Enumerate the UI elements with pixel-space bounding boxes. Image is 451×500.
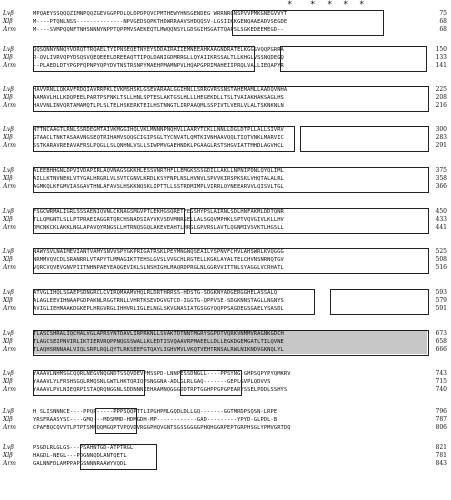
species-label: Arm bbox=[3, 183, 16, 190]
sequence-row bbox=[0, 134, 451, 142]
residue-position: 133 bbox=[435, 54, 447, 61]
residue-position: 150 bbox=[435, 46, 447, 53]
residue-position: 300 bbox=[435, 126, 447, 133]
amino-acid-sequence: HAVVNLINVQRTAMAMQTLPLSLTELHSKERKTEILHSTNNGTLIRPAAQMLSSPIVTLVERLVLALTSKNKNLN bbox=[33, 103, 284, 109]
sequence-row bbox=[0, 256, 451, 264]
sequence-row bbox=[0, 248, 451, 256]
sequence-row bbox=[0, 62, 451, 70]
amino-acid-sequence: GALNNFDLAMPPAPGSNNNRAAWYVQDL bbox=[33, 461, 127, 467]
amino-acid-sequence: HAVVRNLLQKAVFRDQIAVRRPKLIVKMSHSKLGSEVARAALGGIHNLLSRRGVRSSNSTAHEMAMLLAADQVNHA bbox=[33, 87, 288, 93]
amino-acid-sequence: AILLKTNVNEKLVTYGALHRGRLVLSVTCGNVLKRDLKSYFNPLNSLHVNVLSPVVKIRSPKSKLVHQTALALRL bbox=[33, 176, 284, 182]
amino-acid-sequence: YAAAVLNHMSGCQQRLNEGVNQGNDTSSQVDEVPMSSPD-LNNPESSDNGLL----PPSYNG-GMPSQPYPYQMKRV bbox=[33, 371, 291, 377]
species-label: Arm bbox=[3, 460, 16, 467]
residue-position: 216 bbox=[435, 102, 447, 109]
residue-position: 821 bbox=[435, 444, 447, 451]
residue-position: 666 bbox=[435, 346, 447, 353]
species-label: Lvβ bbox=[3, 330, 14, 337]
amino-acid-sequence: YRSFRAASYSC----GMQ---MDSMMD-HDMGDH-MP------------GAD---------YPYD-GLPDL-B bbox=[33, 417, 278, 423]
sequence-row bbox=[0, 378, 451, 386]
sequence-row bbox=[0, 175, 451, 183]
residue-position: 68 bbox=[439, 18, 447, 25]
amino-acid-sequence: TLAGCSEIPNVIRLIKTIERVRQPPNQGSSWALLKLEDTISVQAAVRPMAEELLDLLEGKDGEMGATLTILQVNE bbox=[33, 339, 284, 345]
alignment-block bbox=[0, 86, 451, 110]
amino-acid-sequence: HAGDL-NEGL---PDGNNQDLANTQETL bbox=[33, 453, 127, 459]
residue-position: 743 bbox=[435, 370, 447, 377]
residue-position: 525 bbox=[435, 248, 447, 255]
species-label: Xlβ bbox=[3, 54, 13, 61]
alignment-block bbox=[0, 370, 451, 394]
amino-acid-sequence: AVIGLIEHMAAKDGKEPLHRGVRGLIHHVRLIGLELNGLSKVGNASIATGSGGYQQPPSAGDEGSGAELYSASDL bbox=[33, 306, 284, 312]
residue-position: 787 bbox=[435, 416, 447, 423]
sequence-row bbox=[0, 370, 451, 378]
residue-position: 673 bbox=[435, 330, 447, 337]
alignment-block bbox=[0, 444, 451, 468]
residue-position: 781 bbox=[435, 452, 447, 459]
amino-acid-sequence: NRMMVQVCDLSRANRRLVTAPYTLMMAGIKTTEHSLGVSLVVGCHLRGTELLKGKLAYALTELCHVNSNRNQTGV bbox=[33, 257, 284, 263]
residue-position: 843 bbox=[435, 460, 447, 467]
species-label: Lvβ bbox=[3, 289, 14, 296]
species-label: Arm bbox=[3, 224, 16, 231]
sequence-row bbox=[0, 338, 451, 346]
sequence-row bbox=[0, 297, 451, 305]
sequence-row bbox=[0, 18, 451, 26]
species-label: Xlβ bbox=[3, 416, 13, 423]
sequence-row bbox=[0, 54, 451, 62]
sequence-row bbox=[0, 216, 451, 224]
amino-acid-sequence: VQRCVQVEVGNVPIITNHNPAEYEAQGEVIKLSLNSHIGHLMAQRDPRGLNLGGRVVITTNLSYAGGLVCRHATL bbox=[33, 265, 284, 271]
alignment-block bbox=[0, 10, 451, 34]
species-label: Lvβ bbox=[3, 248, 14, 255]
sequence-row bbox=[0, 460, 451, 468]
species-label: Lvβ bbox=[3, 86, 14, 93]
amino-acid-sequence: TLAQHSRNNAALVIQLSRPLRQLQYTLRKSEEFGTQAYLIGHVMVLVKQTVEHTRNSALRWLNIKNDVGKNQLYL bbox=[33, 347, 284, 353]
amino-acid-sequence: NTTNCAAGTLRNLSSRDEGMTAIVKMGGIHQLVKLMNNNPNQHVLLAARYTCKLLNNLLDGLDTPLLALLSIVRV bbox=[33, 127, 284, 133]
species-label: Lvβ bbox=[3, 208, 14, 215]
alignment-block bbox=[0, 248, 451, 272]
residue-position: 450 bbox=[435, 208, 447, 215]
residue-position: 516 bbox=[435, 264, 447, 271]
residue-position: 141 bbox=[435, 62, 447, 69]
species-label: Arm bbox=[3, 102, 16, 109]
sequence-row bbox=[0, 46, 451, 54]
sequence-row bbox=[0, 126, 451, 134]
residue-position: 715 bbox=[435, 378, 447, 385]
residue-position: 366 bbox=[435, 183, 447, 190]
amino-acid-sequence: NAWYSVLNAIMEVIANTVAMYSNVVSPYGKPRIGATRSKLPEYMNGNQSEAILYSPNVFCHVLAHSWRLKVQGGG bbox=[33, 249, 284, 255]
species-label: Arm bbox=[3, 305, 16, 312]
amino-acid-sequence: ATVGLIHQLSGAEPSDNGRCLCVIRQMAAMVHQLRLDRTHRRSS-HDSTG-SDGKNYADGERGGHELASSALQ bbox=[33, 290, 278, 296]
amino-acid-sequence: --PLAEDLDTYPGPFQPNPYQPYDVTNSTRSNPYMAEHPMAMNPVLHQAPGPRIMAHEIIPRQLVALLIEQAPYR bbox=[33, 63, 284, 69]
amino-acid-sequence: M----SVMPQQNFTNHSNNNYNPPTQPPMVSAEKEQTLMWQQNSYLGDSGIHSGATTQAPSLSGKEDEEMEGD-- bbox=[33, 27, 284, 33]
species-label: Arm bbox=[3, 346, 16, 353]
sequence-row bbox=[0, 10, 451, 18]
alignment-block bbox=[0, 289, 451, 313]
species-label: Lvβ bbox=[3, 370, 14, 377]
amino-acid-sequence: TLASCSHRALIQCHALVGLAPRSYNTDAVLIRPRKNLLSVAKTDTNNTMGRYSGPDTVQRKVNMMVRAGNKGDCH bbox=[33, 331, 284, 337]
amino-acid-sequence: R-QVLIVRVQPYDSQSVQEQEEELDREEAQTTIPQLDANIGDMRRGLLQYAIIKRSSALTLLKHGLVSSNQDEGQ bbox=[33, 55, 284, 61]
species-label: Xlβ bbox=[3, 175, 13, 182]
residue-position: 225 bbox=[435, 86, 447, 93]
amino-acid-sequence: AGMKQLKFGMVIASGAVTHNLAFAVSLHSKKNQSKLIPTTLLSSTRDMIMPLVIRRLQYNEEARVVLQISVLTGL bbox=[33, 184, 284, 190]
residue-position: 591 bbox=[435, 305, 447, 312]
amino-acid-sequence: YAAAVLYLFRSHSGQLRMQSNLGWTLHKTQRIQPSNGGNA-ADLGLRLGAQ-------GEPLGVPLQDVVS bbox=[33, 379, 271, 385]
amino-acid-sequence: GTAACLTNKTASAAVNGSEQTRIHAMVSQQGCIGIPSGLTYCNVATLQMTKIVNHAAVQQLTIQTVNKLMARVIC bbox=[33, 135, 284, 141]
amino-acid-sequence: SSTKARAVREEAVAFRSLPQGLLSLQNHNLVSLLSIWPMVGAEHNDKLPGAAGLRSTSHGVIATTMHDLAGVHCL bbox=[33, 143, 284, 149]
amino-acid-sequence: FSGCWRMALIGRLSSSAENIQVNLCKNAGSMGVPTLEKHGSQRETFEGSHYPSLAIRNLSDLHNFAKMLDDTQNR bbox=[33, 209, 284, 215]
sequence-row bbox=[0, 264, 451, 272]
amino-acid-sequence: TLLQMGNTLSLLPTPRAEIAGGRTQRCHSNADSIAYVKVSDVMNRSELLALSGQVMPHKLSPTVQVGIVLKLLHV bbox=[33, 217, 284, 223]
alignment-block bbox=[0, 126, 451, 150]
residue-position: 68 bbox=[439, 26, 447, 33]
species-label: Xlβ bbox=[3, 216, 13, 223]
sequence-row bbox=[0, 305, 451, 313]
species-label: Xlβ bbox=[3, 134, 13, 141]
species-label: Arm bbox=[3, 264, 16, 271]
sequence-row bbox=[0, 102, 451, 110]
residue-position: 579 bbox=[435, 297, 447, 304]
sequence-row bbox=[0, 444, 451, 452]
alignment-block bbox=[0, 46, 451, 70]
species-label: Arm bbox=[3, 386, 16, 393]
residue-position: 433 bbox=[435, 216, 447, 223]
species-label: Xlβ bbox=[3, 378, 13, 385]
conserved-star: * bbox=[359, 0, 365, 10]
species-label: Xlβ bbox=[3, 94, 13, 101]
residue-position: 208 bbox=[435, 94, 447, 101]
amino-acid-sequence: MPQAEYSSQQQZIMNPQQZGEVGGPPDLQLDPDPQVCPMTHEWYHNSGENDEG WRRNRGNSPVVPMKGNEGVVYT bbox=[33, 11, 288, 17]
sequence-row bbox=[0, 386, 451, 394]
sequence-row bbox=[0, 416, 451, 424]
residue-position: 508 bbox=[435, 256, 447, 263]
sequence-row bbox=[0, 346, 451, 354]
species-label: Xlβ bbox=[3, 338, 13, 345]
amino-acid-sequence: QQSQNNYNNQYVDRQTTRQAELTYIPNSEQETNYEYSDDAIRAIIEMNEEAHKAAGNDRATELKGGSVQQPGRRA bbox=[33, 47, 284, 53]
conserved-star: * bbox=[310, 0, 316, 10]
sequence-row bbox=[0, 408, 451, 416]
species-label: Lvβ bbox=[3, 408, 14, 415]
species-label: Arm bbox=[3, 142, 16, 149]
sequence-row bbox=[0, 94, 451, 102]
sequence-row bbox=[0, 26, 451, 34]
amino-acid-sequence: H SLISNNNCE----PPQP-----PPPSQQPTTLIPGHPMLGQDLDLLGQ-------GGTMRDPSQSN-LRPE bbox=[33, 409, 278, 415]
species-label: Xlβ bbox=[3, 452, 13, 459]
sequence-row bbox=[0, 424, 451, 432]
sequence-row bbox=[0, 289, 451, 297]
species-label: Lvβ bbox=[3, 10, 14, 17]
amino-acid-sequence: ALAGLEEVIHNAAPGDPAKNLRGGTRNLLVHRTKSEVDGVGTCD-IGGTG-QPPVSE-SDGKNNSTAGLLNGNYS bbox=[33, 298, 284, 304]
species-label: Lvβ bbox=[3, 167, 14, 174]
residue-position: 375 bbox=[435, 167, 447, 174]
conserved-star: * bbox=[327, 0, 333, 10]
sequence-row bbox=[0, 452, 451, 460]
amino-acid-sequence: PSGDLRLGLGS---PSAHNTGD-ATPTRGL bbox=[33, 445, 134, 451]
sequence-row bbox=[0, 208, 451, 216]
amino-acid-sequence: ALEEBHHGNLDPVIVDAPIRLAQVNAGSGKKHLESSVNRTHFLLEMGKSSSGDILLAKLLNPNIPDNLQYQLIML bbox=[33, 168, 284, 174]
alignment-block bbox=[0, 208, 451, 232]
species-label: Arm bbox=[3, 62, 16, 69]
residue-position: 75 bbox=[439, 10, 447, 17]
residue-position: 658 bbox=[435, 338, 447, 345]
amino-acid-sequence: AAMAVLHLLKDQPEELPARTPSFNKLTSLLHNLSPTESLAKTGSLHLLLHEGEKDLLTSLTVAIAKHAKSAGLHS bbox=[33, 95, 284, 101]
residue-position: 283 bbox=[435, 134, 447, 141]
alignment-block bbox=[0, 408, 451, 432]
sequence-row bbox=[0, 183, 451, 191]
species-label: Lvβ bbox=[3, 126, 14, 133]
residue-position: 740 bbox=[435, 386, 447, 393]
sequence-row bbox=[0, 330, 451, 338]
species-label: Lvβ bbox=[3, 46, 14, 53]
residue-position: 291 bbox=[435, 142, 447, 149]
conserved-star: * bbox=[287, 0, 293, 10]
species-label: Xlβ bbox=[3, 256, 13, 263]
sequence-row bbox=[0, 224, 451, 232]
alignment-block bbox=[0, 167, 451, 191]
conserved-star: * bbox=[343, 0, 349, 10]
sequence-row bbox=[0, 167, 451, 175]
amino-acid-sequence: DMCNKCKLAKKLNGLAPAVQYRNGSLLHTRNQSGQLAKEVEAHTLHRGLGPVRSLAVTLQGNMIVSVKTLHGSLL bbox=[33, 225, 284, 231]
amino-acid-sequence: YAAAVLPVLNIEQRPISTAQRQNGGNLSDDNNNIEHAAMNQGGGDDTRPTGGHPPGPGPEARYSSELPDDLSSHYS bbox=[33, 387, 288, 393]
species-label: Arm bbox=[3, 26, 16, 33]
amino-acid-sequence: CPAFBQCQVVTLPTPTSMNQQMGQPTVPQVDVRGGPHQVGNTSGSSGGGGPHQHGGRPEPTGRPHSGLYPMVGRTDQ bbox=[33, 425, 291, 431]
species-label: Xlβ bbox=[3, 297, 13, 304]
residue-position: 796 bbox=[435, 408, 447, 415]
amino-acid-sequence: M----PTQNLNSS--------------NPVGEDSQPKTHDWRRAAVSHDQQSV-LGSIIKKGENQAAEADVSEGDE bbox=[33, 19, 288, 25]
sequence-row bbox=[0, 86, 451, 94]
residue-position: 806 bbox=[435, 424, 447, 431]
species-label: Xlβ bbox=[3, 18, 13, 25]
sequence-row bbox=[0, 142, 451, 150]
alignment-block bbox=[0, 330, 451, 354]
residue-position: 593 bbox=[435, 289, 447, 296]
species-label: Lvβ bbox=[3, 444, 14, 451]
species-label: Arm bbox=[3, 424, 16, 431]
residue-position: 441 bbox=[435, 224, 447, 231]
residue-position: 358 bbox=[435, 175, 447, 182]
